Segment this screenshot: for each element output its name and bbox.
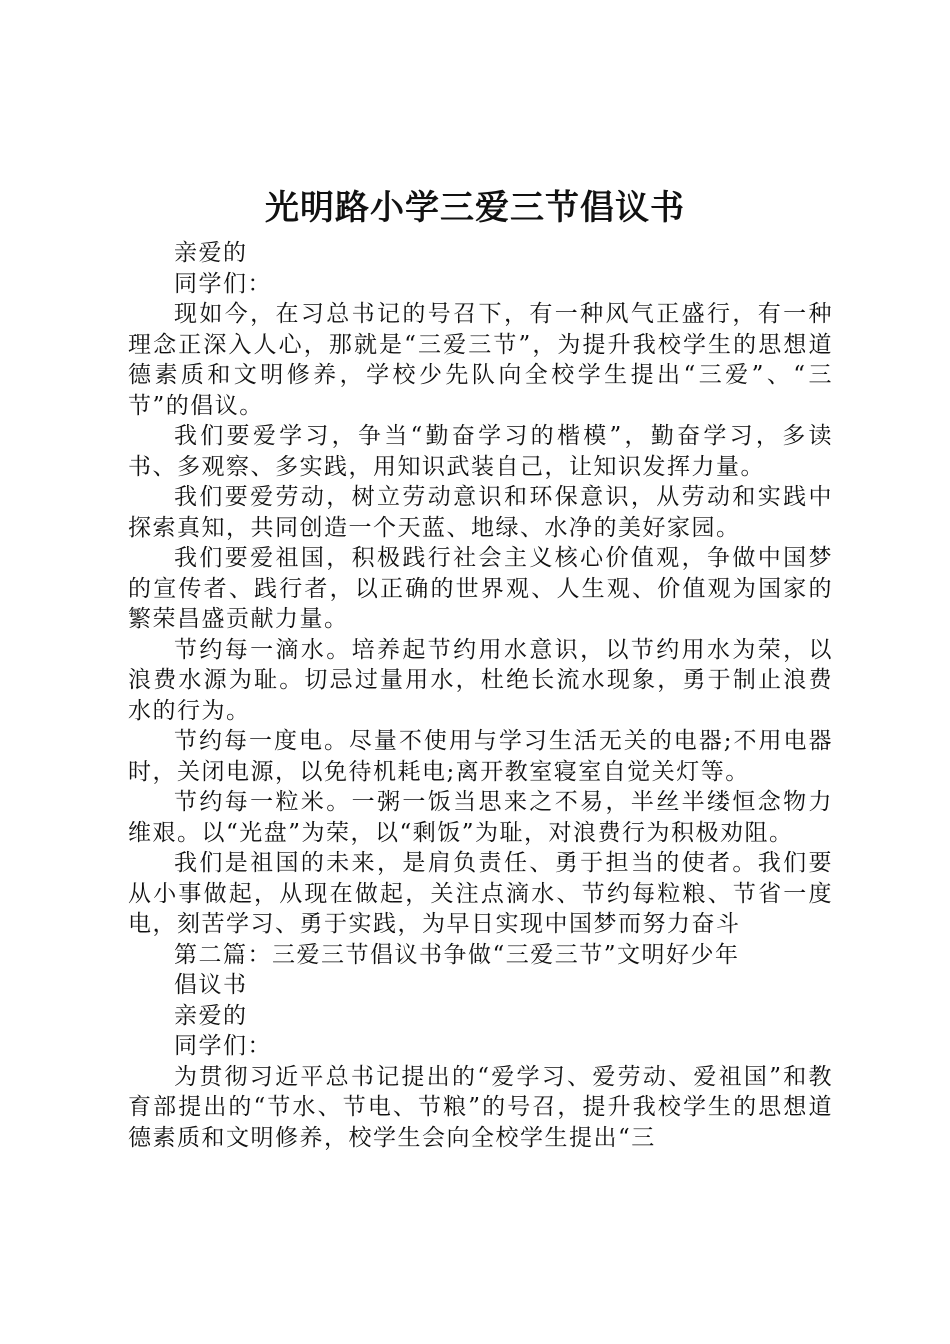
body-paragraph: 为贯彻习近平总书记提出的“爱学习、爱劳动、爱祖国”和教育部提出的“节水、节电、节粮”的号召，提升我校学生的思想道德素质和文明修养，校学生会向全校学生提出“三 xyxy=(128,1063,833,1151)
body-paragraph: 节约每一粒米。一粥一饭当思来之不易，半丝半缕恒念物力维艰。以“光盘”为荣，以“剩饭”为耻，对浪费行为积极劝阻。 xyxy=(128,789,833,846)
document-title: 光明路小学三爱三节倡议书 xyxy=(265,188,685,228)
body-paragraph: 节约每一滴水。培养起节约用水意识，以节约用水为荣，以浪费水源为耻。切忌过量用水，杜绝长流水现象，勇于制止浪费水的行为。 xyxy=(128,636,833,724)
body-paragraph: 节约每一度电。尽量不使用与学习生活无关的电器;不用电器时，关闭电源，以免待机耗电;离开教室寝室自觉关灯等。 xyxy=(128,728,833,785)
body-paragraph: 我们要爱祖国，积极践行社会主义核心价值观，争做中国梦的宣传者、践行者，以正确的世界观、人生观、价值观为国家的繁荣昌盛贡献力量。 xyxy=(128,545,833,632)
greeting-line: 同学们： xyxy=(174,1033,272,1059)
greeting-line: 亲爱的 xyxy=(174,240,248,266)
body-paragraph: 我们是祖国的未来，是肩负责任、勇于担当的使者。我们要从小事做起，从现在做起，关注点滴水、节约每粒粮、节省一度电，刻苦学习、勇于实践，为早日实现中国梦而努力奋斗 xyxy=(128,850,833,937)
body-paragraph: 我们要爱学习，争当“勤奋学习的楷模”，勤奋学习，多读书、多观察、多实践，用知识武装自己，让知识发挥力量。 xyxy=(128,423,833,480)
section-heading: 第二篇：三爱三节倡议书争做“三爱三节”文明好少年 xyxy=(174,941,740,968)
document-body xyxy=(128,238,833,1153)
greeting-line: 同学们： xyxy=(174,270,272,297)
body-paragraph: 我们要爱劳动，树立劳动意识和环保意识，从劳动和实践中探索真知，共同创造一个天蓝、地绿、水净的美好家园。 xyxy=(128,484,833,541)
body-paragraph: 现如今，在习总书记的号召下，有一种风气正盛行，有一种理念正深入人心，那就是“三爱三节”，为提升我校学生的思想道德素质和文明修养，学校少先队向全校学生提出“三爱”、“三节”的倡议。 xyxy=(128,301,833,419)
greeting-line: 亲爱的 xyxy=(174,1002,248,1029)
section-subheading: 倡议书 xyxy=(174,972,248,998)
